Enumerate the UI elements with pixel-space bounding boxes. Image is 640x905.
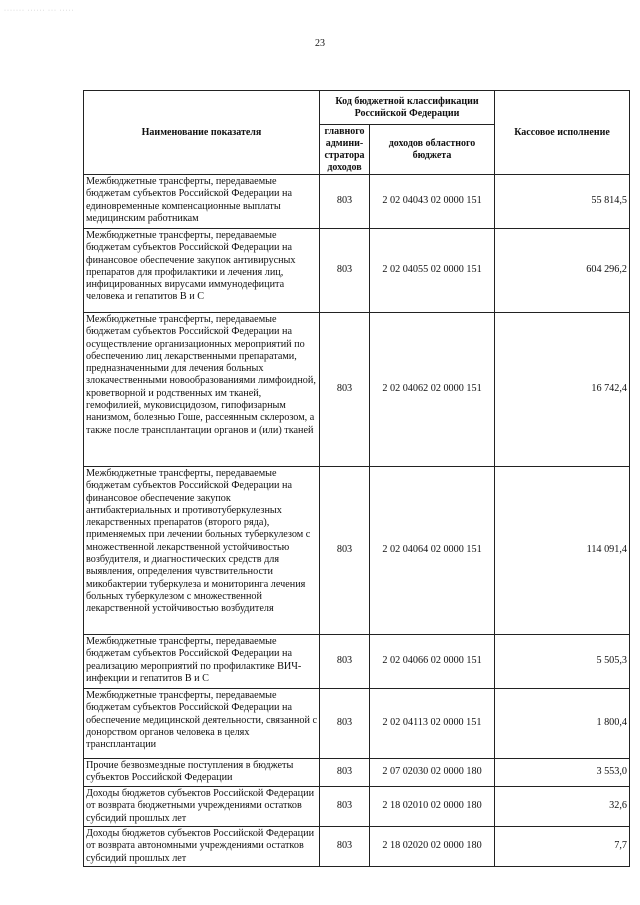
header-name: Наименование показателя xyxy=(84,91,320,175)
table-row xyxy=(84,787,630,827)
header-income-code: доходов областного бюджета xyxy=(370,125,495,175)
row-admin-code: 803 xyxy=(320,787,370,827)
margin-marks: ······· ······ ··· ····· xyxy=(4,8,75,14)
header-classification: Код бюджетной классификации Российской Федерации xyxy=(320,91,495,125)
row-amount: 114 091,4 xyxy=(495,467,630,635)
table-row xyxy=(84,467,630,635)
row-classification-code: 2 07 02030 02 0000 180 xyxy=(370,759,495,787)
row-name: Прочие безвозмездные поступления в бюджеты субъектов Российской Федерации xyxy=(84,759,320,787)
row-classification-code: 2 02 04066 02 0000 151 xyxy=(370,635,495,689)
table-row xyxy=(84,759,630,787)
row-admin-code: 803 xyxy=(320,313,370,467)
row-classification-code: 2 18 02020 02 0000 180 xyxy=(370,827,495,867)
row-name: Межбюджетные трансферты, передаваемые бюджетам субъектов Российской Федерации на осуществление организационных мероприятий по обеспечению лиц лекарственными препаратами, предназначенными для лечения больных злокачественными новообразованиями лимфоидной, кроветворной и родственных им тканей, гемофилией, муковисцидозом, гипофизарным нанизмом, болезнью Гоше, рассеянным склерозом, а также после трансплантации органов и (или) тканей xyxy=(84,313,320,467)
row-classification-code: 2 02 04043 02 0000 151 xyxy=(370,175,495,229)
row-name: Межбюджетные трансферты, передаваемые бюджетам субъектов Российской Федерации на финансовое обеспечение закупок антибактериальных и противотуберкулезных лекарственных препаратов (второго ряда), применяемых при лечении больных туберкулезом с множественной лекарственной устойчивостью возбудителя, и диагностических средств для выявления, определения чувствительности микобактерии туберкулеза и мониторинга лечения больных туберкулезом с множественной лекарственной устойчивостью возбудителя xyxy=(84,467,320,635)
page-number: 23 xyxy=(315,38,325,49)
header-execution: Кассовое исполнение xyxy=(495,91,630,175)
row-amount: 1 800,4 xyxy=(495,689,630,759)
row-admin-code: 803 xyxy=(320,827,370,867)
table-row xyxy=(84,689,630,759)
row-classification-code: 2 02 04055 02 0000 151 xyxy=(370,229,495,313)
row-amount: 55 814,5 xyxy=(495,175,630,229)
row-amount: 32,6 xyxy=(495,787,630,827)
budget-table xyxy=(83,90,630,867)
row-admin-code: 803 xyxy=(320,229,370,313)
header-admin: главного админи-стратора доходов xyxy=(320,125,370,175)
row-amount: 16 742,4 xyxy=(495,313,630,467)
row-admin-code: 803 xyxy=(320,175,370,229)
row-classification-code: 2 02 04113 02 0000 151 xyxy=(370,689,495,759)
table-row xyxy=(84,175,630,229)
row-name: Доходы бюджетов субъектов Российской Федерации от возврата автономными учреждениями остатков субсидий прошлых лет xyxy=(84,827,320,867)
row-amount: 5 505,3 xyxy=(495,635,630,689)
row-name: Межбюджетные трансферты, передаваемые бюджетам субъектов Российской Федерации на обеспечение медицинской деятельности, связанной с донорством органов человека в целях трансплантации xyxy=(84,689,320,759)
table-row xyxy=(84,827,630,867)
row-amount: 3 553,0 xyxy=(495,759,630,787)
row-name: Межбюджетные трансферты, передаваемые бюджетам субъектов Российской Федерации на финансовое обеспечение закупок антивирусных препаратов для профилактики и лечения лиц, инфицированных вирусами иммунодефицита человека и гепатитов B и C xyxy=(84,229,320,313)
row-admin-code: 803 xyxy=(320,467,370,635)
row-admin-code: 803 xyxy=(320,759,370,787)
row-name: Доходы бюджетов субъектов Российской Федерации от возврата бюджетными учреждениями остатков субсидий прошлых лет xyxy=(84,787,320,827)
row-classification-code: 2 18 02010 02 0000 180 xyxy=(370,787,495,827)
row-admin-code: 803 xyxy=(320,689,370,759)
row-amount: 7,7 xyxy=(495,827,630,867)
row-name: Межбюджетные трансферты, передаваемые бюджетам субъектов Российской Федерации на единовременные компенсационные выплаты медицинским работникам xyxy=(84,175,320,229)
row-admin-code: 803 xyxy=(320,635,370,689)
row-classification-code: 2 02 04062 02 0000 151 xyxy=(370,313,495,467)
row-amount: 604 296,2 xyxy=(495,229,630,313)
table-row xyxy=(84,313,630,467)
row-classification-code: 2 02 04064 02 0000 151 xyxy=(370,467,495,635)
row-name: Межбюджетные трансферты, передаваемые бюджетам субъектов Российской Федерации на реализацию мероприятий по профилактике ВИЧ-инфекции и гепатитов B и C xyxy=(84,635,320,689)
table-row xyxy=(84,635,630,689)
table-row xyxy=(84,229,630,313)
